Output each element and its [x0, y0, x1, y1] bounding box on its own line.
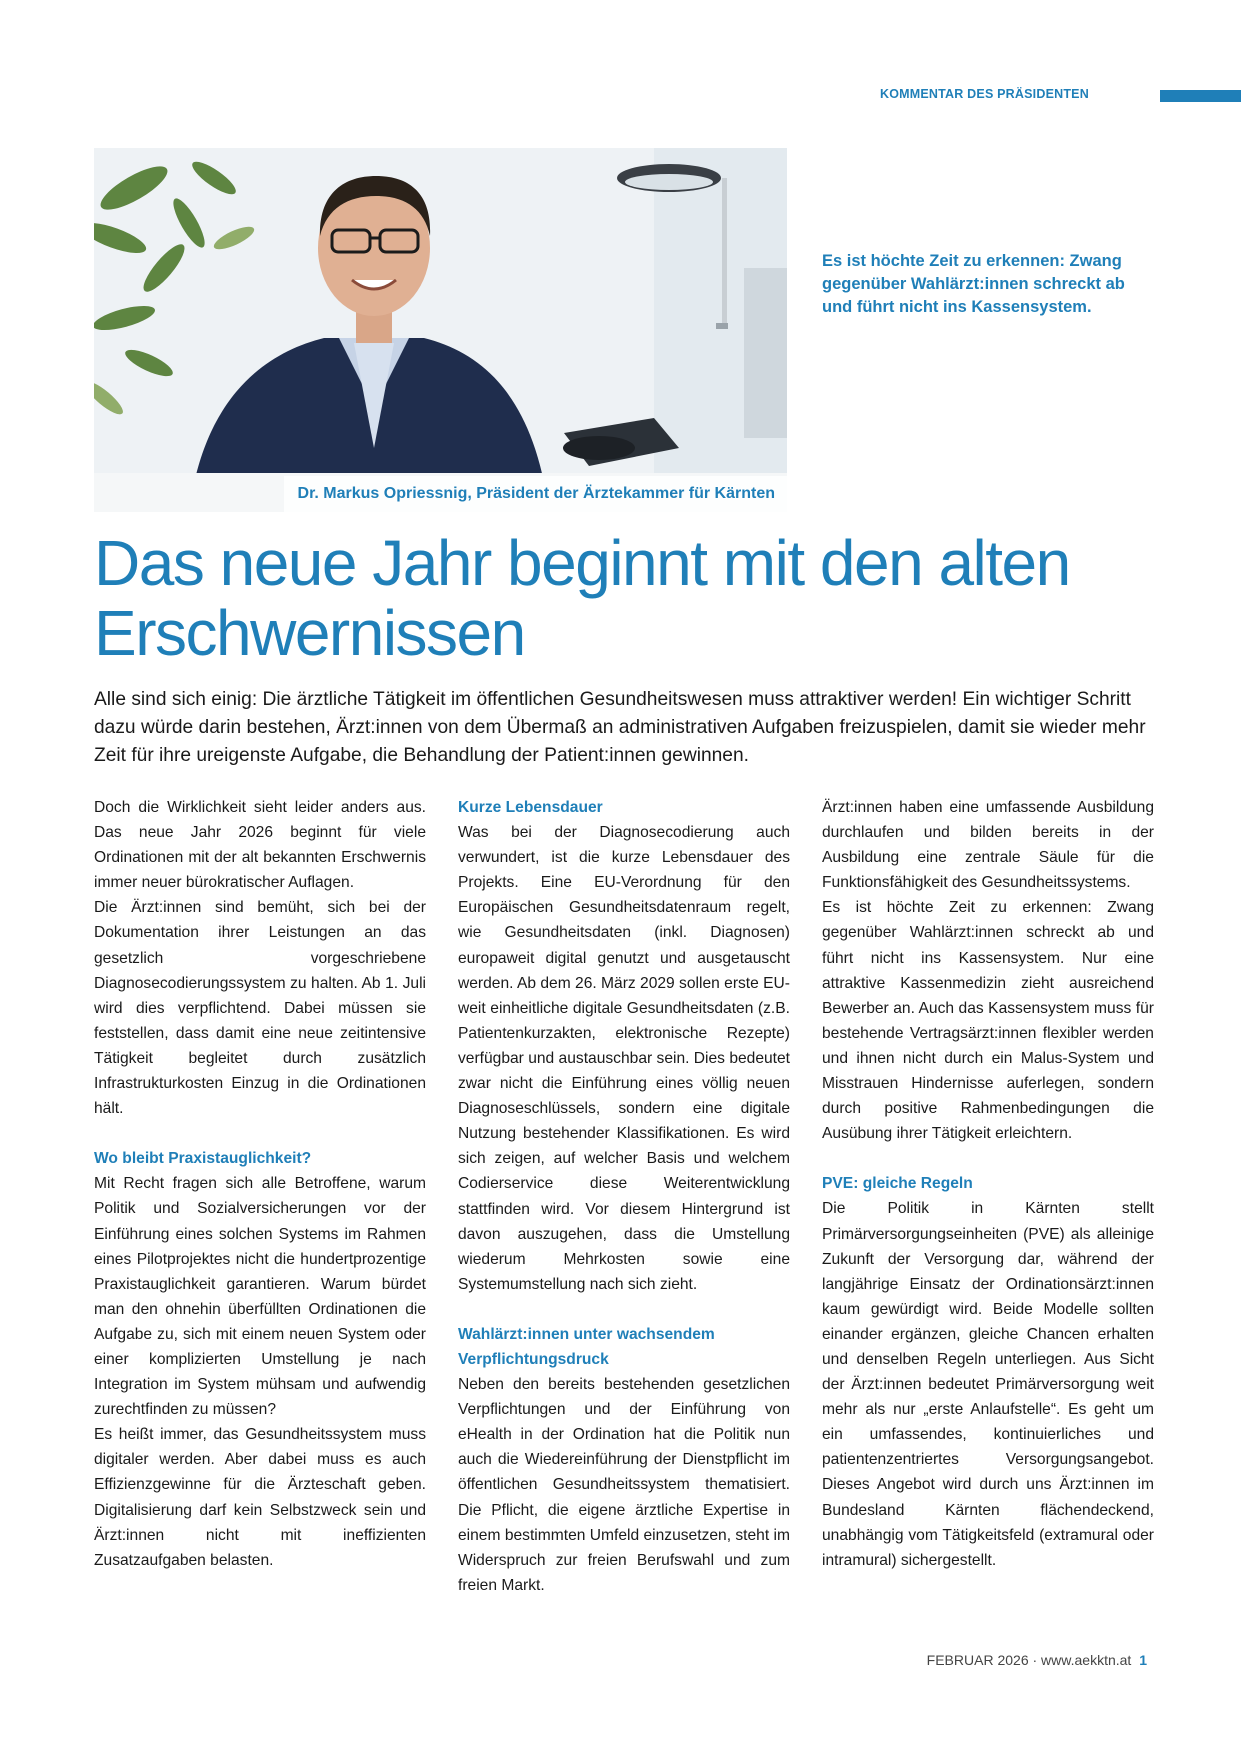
paragraph: Es ist höchte Zeit zu erkennen: Zwang gegenüber Wahlärzt:innen schreckt ab und führt nicht ins Kassensystem. Nur eine attraktive Kassenmedizin zieht ausreichend Bewerber an. Auch das Kassensystem muss für bestehende Vertragsärzt:innen flexibler werden und ihnen nicht durch ein Malus-System und Misstrauen Hindernisse auferlegen, sondern durch positive Rahmenbedingungen die Ausübung ihrer Tätigkeit erleichtern.: [822, 899, 1154, 1143]
paragraph: Die Ärzt:innen sind bemüht, sich bei der Dokumentation ihrer Leistungen an das gesetzlich vorgeschriebene Diagnosecodierungssystem zu halten. Ab 1. Juli wird dies verpflichtend. Dabei müssen sie feststellen, dass damit eine neue zeitintensive Tätigkeit begleitet durch zusätzlich Infrastrukturkosten Einzug in die Ordinationen hält.: [94, 899, 426, 1118]
text-column-1: [94, 795, 426, 1573]
article-headline: Das neue Jahr beginnt mit den alten Erschwernissen: [94, 527, 1070, 669]
paragraph: Was bei der Diagnosecodierung auch verwundert, ist die kurze Lebensdauer des Projekts. Eine EU-Verordnung für den Europäischen Gesundheitsdatenraum regelt, wie Gesundheitsdaten (inkl. Diagnosen) europaweit digital genutzt und ausgetauscht werden. Ab dem 26. März 2029 sollen erste EU-weit einheitliche digitale Gesundheitsdaten (z.B. Patientenkurzakten, elektronische Rezepte) verfügbar und austauschbar sein. Dies bedeutet zwar nicht die Einführung eines völlig neuen Diagnoseschlüssels, sondern eine digitale Nutzung bestehender Klassifikationen. Es wird sich zeigen, auf welcher Basis und welchem Codierservice diese Weiterentwicklung stattfinden wird. Vor diesem Hintergrund ist davon auszugehen, dass die Umstellung wiederum Mehrkosten sowie eine Systemumstellung nach sich zieht.: [458, 824, 791, 1293]
pull-quote: Es ist höchte Zeit zu erkennen: Zwang gegenüber Wahlärzt:innen schreckt ab und führt nicht ins Kassensystem.: [822, 252, 1125, 316]
subheading: Kurze Lebensdauer: [458, 799, 603, 816]
footer-issue: FEBRUAR 2026 · www.aekktn.at: [926, 1652, 1132, 1668]
paragraph-gap: [458, 1297, 790, 1322]
photo-caption: Dr. Markus Opriessnig, Präsident der Ärztekammer für Kärnten: [284, 476, 787, 512]
subheading: Wo bleibt Praxistauglichkeit?: [94, 1150, 312, 1168]
subheading: PVE: gleiche Regeln: [822, 1175, 973, 1193]
page-number: 1: [1139, 1652, 1147, 1668]
subheading: Wahlärzt:innen unter wachsendem Verpflichtungsdruck: [458, 1325, 715, 1368]
paragraph: Doch die Wirklichkeit sieht leider anders aus. Das neue Jahr 2026 beginnt für viele Ordinationen mit der alt bekannten Erschwernis immer neuer bürokratischer Auflagen.: [94, 799, 426, 892]
text-column-3: [822, 795, 1154, 1573]
paragraph-gap: [94, 1121, 426, 1146]
portrait-illustration: [94, 148, 787, 512]
section-accent-bar: [1160, 90, 1241, 102]
paragraph: Die Politik in Kärnten stellt Primärversorgungseinheiten (PVE) als alleinige Zukunft der Versorgung dar, während der langjährige Einsatz der Ordinationsärzt:innen kaum gewürdigt wird. Beide Modelle sollten einander ergänzen, gleiche Chancen erhalten und denselben Regeln unterliegen. Aus Sicht der Ärzt:innen bedeutet Primärversorgung weit mehr als nur „erste Anlaufstelle“. Es geht um ein umfassendes, kontinuierliches und patientenzentriertes Versorgungsangebot. Dieses Angebot wird durch uns Ärzt:innen im Bundesland Kärnten flächendeckend, unabhängig vom Tätigkeitsfeld (extramural oder intramural) sichergestellt.: [822, 1200, 1154, 1569]
portrait-photo: [94, 148, 787, 512]
article-lead: Alle sind sich einig: Die ärztliche Tätigkeit im öffentlichen Gesundheitswesen muss attraktiver werden! Ein wichtiger Schritt dazu würde darin bestehen, Ärzt:innen von dem Übermaß an administrativen Aufgaben freizuspielen, damit sie wieder mehr Zeit für ihre ureigenste Aufgabe, die Behandlung der Patient:innen gewinnen.: [94, 689, 1146, 766]
paragraph-gap: [822, 1146, 1154, 1171]
text-column-2: [458, 795, 790, 1598]
section-label: KOMMENTAR DES PRÄSIDENTEN: [880, 87, 1089, 101]
paragraph: Neben den bereits bestehenden gesetzlichen Verpflichtungen und der Einführung von eHealth in der Ordination hat die Politik nun auch die Wiedereinführung der Dienstpflicht im öffentlichen Gesundheitssystem thematisiert. Die Pflicht, die eigene ärztliche Expertise in einem bestimmten Umfeld einzusetzen, steht im Widerspruch zur freien Berufswahl und zum freien Markt.: [458, 1376, 790, 1594]
page-footer: [927, 1652, 1147, 1668]
paragraph: Es heißt immer, das Gesundheitssystem muss digitaler werden. Aber dabei muss es auch Effizienzgewinne für die Ärzteschaft geben. Digitalisierung darf kein Selbstzweck sein und Ärzt:innen nicht mit ineffizienten Zusatzaufgaben belasten.: [94, 1426, 426, 1569]
paragraph: Mit Recht fragen sich alle Betroffene, warum Politik und Sozialversicherungen vor der Einführung eines solchen Systems im Rahmen eines Pilotprojektes nicht die hundertprozentige Praxistauglichkeit garantieren. Warum bürdet man den ohnehin überfüllten Ordinationen die Aufgabe zu, sich mit einem neuen System oder einer komplizierten Umstellung je nach Integration im System mühsam und aufwendig zurechtfinden zu müssen?: [94, 1175, 426, 1419]
paragraph: Ärzt:innen haben eine umfassende Ausbildung durchlaufen und bilden bereits in der Ausbildung eine zentrale Säule für die Funktionsfähigkeit des Gesundheitssystems.: [822, 799, 1154, 892]
